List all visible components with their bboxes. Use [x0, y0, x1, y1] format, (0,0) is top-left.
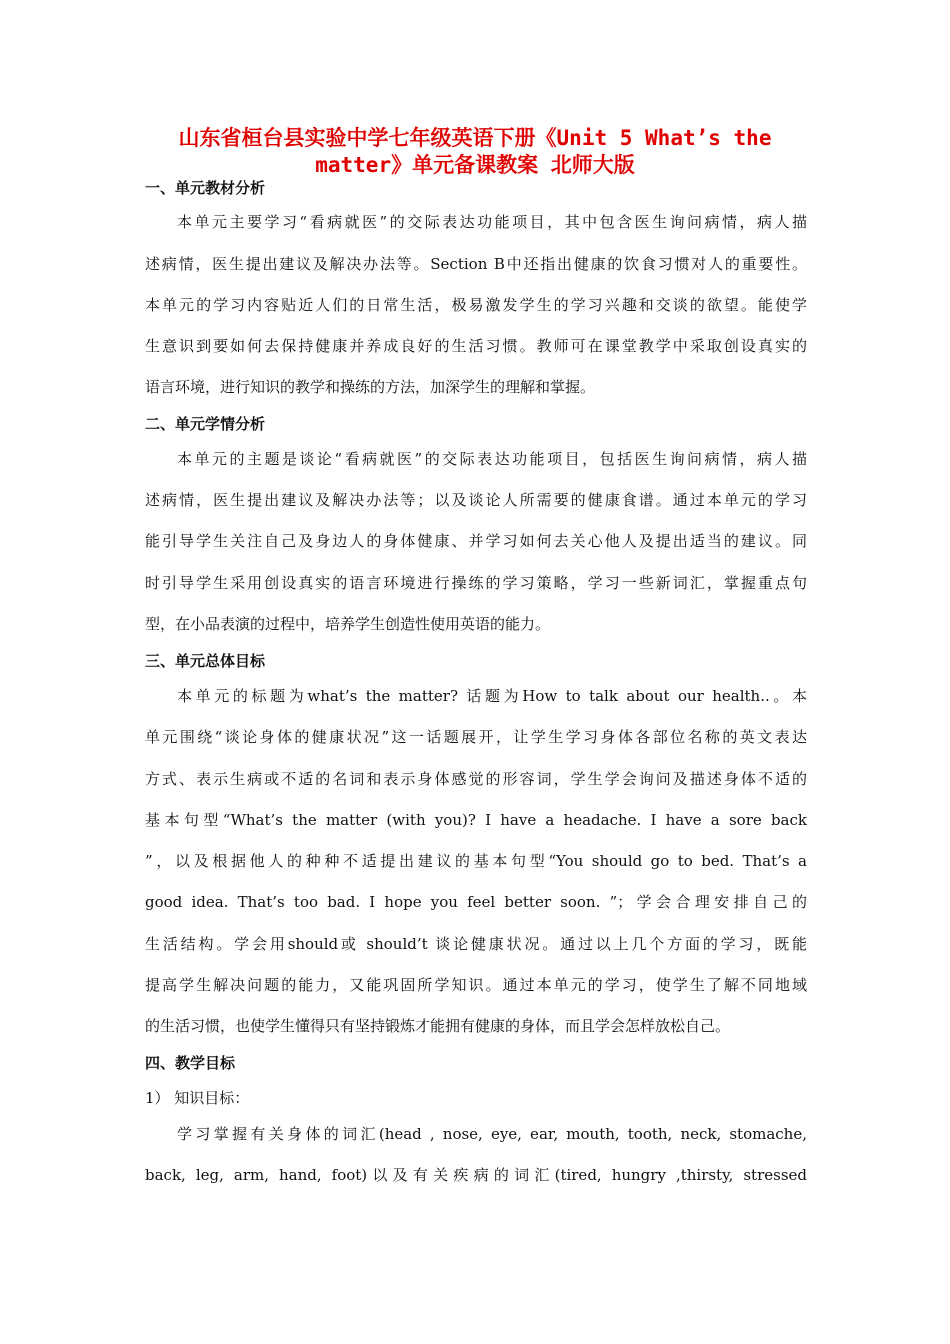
- section-3-line-2: 单元围绕“谈论身体的健康状况”这一话题展开，让学生学习身体各部位名称的英文表达: [145, 728, 807, 746]
- document-title-line-2: matter》单元备课教案 北师大版: [315, 153, 635, 177]
- section-heading-2: 二、单元学情分析: [145, 415, 266, 433]
- section-2-line-3: 能引导学生关注自己及身边人的身体健康、并学习如何去关心他人及提出适当的建议。同: [145, 532, 807, 550]
- section-2-line-4: 时引导学生采用创设真实的语言环境进行操练的学习策略，学习一些新词汇，掌握重点句: [145, 574, 807, 592]
- section-1-line-2: 述病情，医生提出建议及解决办法等。Section B中还指出健康的饮食习惯对人的重要性。: [145, 255, 807, 273]
- section-heading-4: 四、教学目标: [145, 1054, 236, 1072]
- section-heading-3: 三、单元总体目标: [145, 652, 266, 670]
- section-3-line-9: 的生活习惯，也使学生懂得只有坚持锻炼才能拥有健康的身体，而且学会怎样放松自己。: [145, 1017, 731, 1035]
- section-3-line-1: 本单元的标题为what’s the matter? 话题为How to talk about our health..。本: [177, 687, 807, 705]
- section-3-line-4: 基本句型“What’s the matter (with you)? I have a headache. I have a sore back: [145, 811, 807, 829]
- section-heading-1: 一、单元教材分析: [145, 179, 266, 197]
- section-4-subheading: 1） 知识目标：: [145, 1089, 250, 1107]
- section-3-line-7: 生活结构。学会用should或 should’t 谈论健康状况。通过以上几个方面的学习，既能: [145, 935, 807, 953]
- section-3-line-8: 提高学生解决问题的能力，又能巩固所学知识。通过本单元的学习，使学生了解不同地域: [145, 976, 807, 994]
- section-2-line-1: 本单元的主题是谈论“看病就医”的交际表达功能项目，包括医生询问病情，病人描: [177, 450, 807, 468]
- section-3-line-3: 方式、表示生病或不适的名词和表示身体感觉的形容词，学生学会询问及描述身体不适的: [145, 770, 807, 788]
- section-2-line-2: 述病情，医生提出建议及解决办法等；以及谈论人所需要的健康食谱。通过本单元的学习: [145, 491, 807, 509]
- section-1-line-5: 语言环境，进行知识的教学和操练的方法，加深学生的理解和掌握。: [145, 378, 596, 396]
- section-1-line-3: 本单元的学习内容贴近人们的日常生活，极易激发学生的学习兴趣和交谈的欲望。能使学: [145, 296, 807, 314]
- section-3-line-6: good idea. That’s too bad. I hope you feel better soon. ”；学会合理安排自己的: [145, 893, 807, 911]
- section-4-line-2: back, leg, arm, hand, foot)以及有关疾病的词汇(tired, hungry ,thirsty, stressed: [145, 1166, 807, 1184]
- document-title-line-1: 山东省桓台县实验中学七年级英语下册《Unit 5 What’s the: [178, 126, 772, 150]
- section-3-line-5: ”，以及根据他人的种种不适提出建议的基本句型“You should go to bed. That’s a: [145, 852, 807, 870]
- section-1-line-4: 生意识到要如何去保持健康并养成良好的生活习惯。教师可在课堂教学中采取创设真实的: [145, 337, 807, 355]
- section-2-line-5: 型，在小品表演的过程中，培养学生创造性使用英语的能力。: [145, 615, 551, 633]
- section-1-line-1: 本单元主要学习“看病就医”的交际表达功能项目，其中包含医生询问病情，病人描: [177, 213, 807, 231]
- section-4-line-1: 学习掌握有关身体的词汇(head , nose, eye, ear, mouth, tooth, neck, stomache,: [177, 1125, 807, 1143]
